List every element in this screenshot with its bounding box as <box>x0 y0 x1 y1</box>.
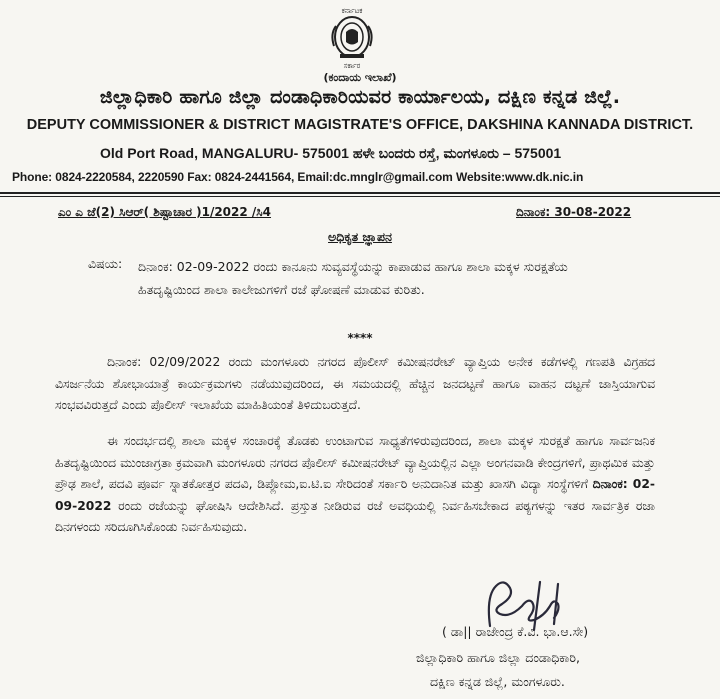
document-date: ದಿನಾಂಕ: 30-08-2022 <box>516 205 632 219</box>
karnataka-emblem-icon <box>322 4 382 70</box>
paragraph-1 <box>55 352 655 417</box>
paragraph-2-text-b: ರಂದು ರಜೆಯನ್ನು ಘೋಷಿಸಿ ಆದೇಶಿಸಿದೆ. ಪ್ರಸ್ತುತ ನೀಡಿರುವ ರಜೆ ಅವಧಿಯಲ್ಲಿ ನಿರ್ವಹಿಸಬೇಕಾದ ಪಠ್ಯಗಳನ್ನು ಇತರ ಸಾರ್ವತ್ರಿಕ ರಜಾ ದಿನಗಳಂದು ಸರಿದೂಗಿಸಿಕೊಂಡು ನಿರ್ವಹಿಸುವುದು. <box>55 498 655 534</box>
emblem-bottom-text: ಸರ್ಕಾರ <box>343 62 361 70</box>
department-name: (ಕಂದಾಯ ಇಲಾಖೆ) <box>323 71 397 84</box>
signatory-name: ( ಡಾ|| ರಾಜೇಂದ್ರ ಕೆ.ವಿ. ಭಾ.ಆ.ಸೇ) <box>442 624 589 639</box>
paragraph-2 <box>55 431 655 539</box>
contact-details: Phone: 0824-2220584, 2220590 Fax: 0824-2441564, Email:dc.mnglr@gmail.com Website:www.dk.nic.in <box>12 170 584 184</box>
emblem-top-text: ಕರ್ನಾಟಕ <box>341 7 363 15</box>
subject-label: ವಿಷಯ: <box>88 256 123 271</box>
subject-text: ದಿನಾಂಕ: 02-09-2022 ರಂದು ಕಾನೂನು ಸುವ್ಯವಸ್ಥೆಯನ್ನು ಕಾಪಾಡುವ ಹಾಗೂ ಶಾಲಾ ಮಕ್ಕಳ ಸುರಕ್ಷತೆಯ ಹಿತದೃಷ್ಟಿಯಿಂದ ಶಾಲಾ ಕಾಲೇಜುಗಳಿಗೆ ರಜೆ ಘೋಷಣೆ ಮಾಡುವ ಕುರಿತು. <box>138 259 568 297</box>
office-name-kannada: ಜಿಲ್ಲಾಧಿಕಾರಿ ಹಾಗೂ ಜಿಲ್ಲಾ ದಂಡಾಧಿಕಾರಿಯವರ ಕಾರ್ಯಾಲಯ, ದಕ್ಷಿಣ ಕನ್ನಡ ಜಿಲ್ಲೆ. <box>99 86 621 108</box>
letterhead-divider-thin <box>0 196 720 197</box>
signatory-designation: ಜಿಲ್ಲಾಧಿಕಾರಿ ಹಾಗೂ ಜಿಲ್ಲಾ ದಂಡಾಧಿಕಾರಿ, <box>416 650 580 665</box>
reference-number: ಎಂ ಎ ಜೆ(2) ಸಿಆರ್( ಶಿಷ್ಟಾಚಾರ )1/2022 /ಸಿ4 <box>58 205 272 219</box>
paragraph-2-text-a: ಈ ಸಂದರ್ಭದಲ್ಲಿ ಶಾಲಾ ಮಕ್ಕಳ ಸಂಚಾರಕ್ಕೆ ತೊಡಕು ಉಂಟಾಗುವ ಸಾಧ್ಯತೆಗಳಿರುವುದರಿಂದ, ಶಾಲಾ ಮಕ್ಕಳ ಸುರಕ್ಷತೆ ಹಾಗೂ ಸಾರ್ವಜನಿಕ ಹಿತದೃಷ್ಟಿಯಿಂದ ಮುಂಜಾಗ್ರತಾ ಕ್ರಮವಾಗಿ ಮಂಗಳೂರು ನಗರದ ಪೊಲೀಸ್ ಕಮೀಷನರೇಟ್ ವ್ಯಾಪ್ತಿಯಲ್ಲಿನ ಎಲ್ಲಾ ಅಂಗನವಾಡಿ ಕೇಂದ್ರಗಳಿಗೆ, ಪ್ರಾಥಮಿಕ ಮತ್ತು ಪ್ರೌಢ ಶಾಲೆ, ಪದವಿ ಪೂರ್ವ ಸ್ನಾತಕೋತ್ತರ ಪದವಿ, ಡಿಪ್ಲೋಮ,ಐ.ಟಿ.ಐ ಸೇರಿದಂತೆ ಸರ್ಕಾರಿ ಅನುದಾನಿತ ಮತ್ತು ಖಾಸಗಿ ವಿದ್ಯಾ ಸಂಸ್ಥೆಗಳಿಗೆ <box>55 434 655 491</box>
holiday-date: ದಿನಾಂಕ: 02-09-2022 <box>55 477 655 513</box>
paragraph-1-text: ದಿನಾಂಕ: 02/09/2022 ರಂದು ಮಂಗಳೂರು ನಗರದ ಪೊಲೀಸ್ ಕಮೀಷನರೇಟ್ ವ್ಯಾಪ್ತಿಯ ಅನೇಕ ಕಡೆಗಳಲ್ಲಿ ಗಣಪತಿ ವಿಗ್ರಹದ ವಿಸರ್ಜನೆಯ ಶೋಭಾಯಾತ್ರೆ ಕಾರ್ಯಕ್ರಮಗಳು ನಡೆಯುವುದರಿಂದ, ಈ ಸಮಯದಲ್ಲಿ ಹೆಚ್ಚಿನ ಜನದಟ್ಟಣೆ ಹಾಗೂ ವಾಹನ ದಟ್ಟಣೆ ಜಾಸ್ತಿಯಾಗುವ ಸಂಭವವಿರುತ್ತದೆ ಎಂದು ಪೊಲೀಸ್ ಇಲಾಖೆಯ ಮಾಹಿತಿಯಂತೆ ತಿಳಿದುಬರುತ್ತದೆ. <box>55 355 655 412</box>
office-name-english: DEPUTY COMMISSIONER & DISTRICT MAGISTRATE'S OFFICE, DAKSHINA KANNADA DISTRICT. <box>26 117 694 133</box>
letterhead-divider <box>0 192 720 194</box>
office-address: Old Port Road, MANGALURU- 575001 ಹಳೇ ಬಂದರು ರಸ್ತೆ, ಮಂಗಳೂರು – 575001 <box>100 145 562 161</box>
signatory-place: ದಕ್ಷಿಣ ಕನ್ನಡ ಜಿಲ್ಲೆ, ಮಂಗಳೂರು. <box>430 674 565 689</box>
notice-title: ಅಧಿಕೃತ ಜ್ಞಾಪನ <box>328 229 392 244</box>
section-separator: **** <box>347 331 373 345</box>
